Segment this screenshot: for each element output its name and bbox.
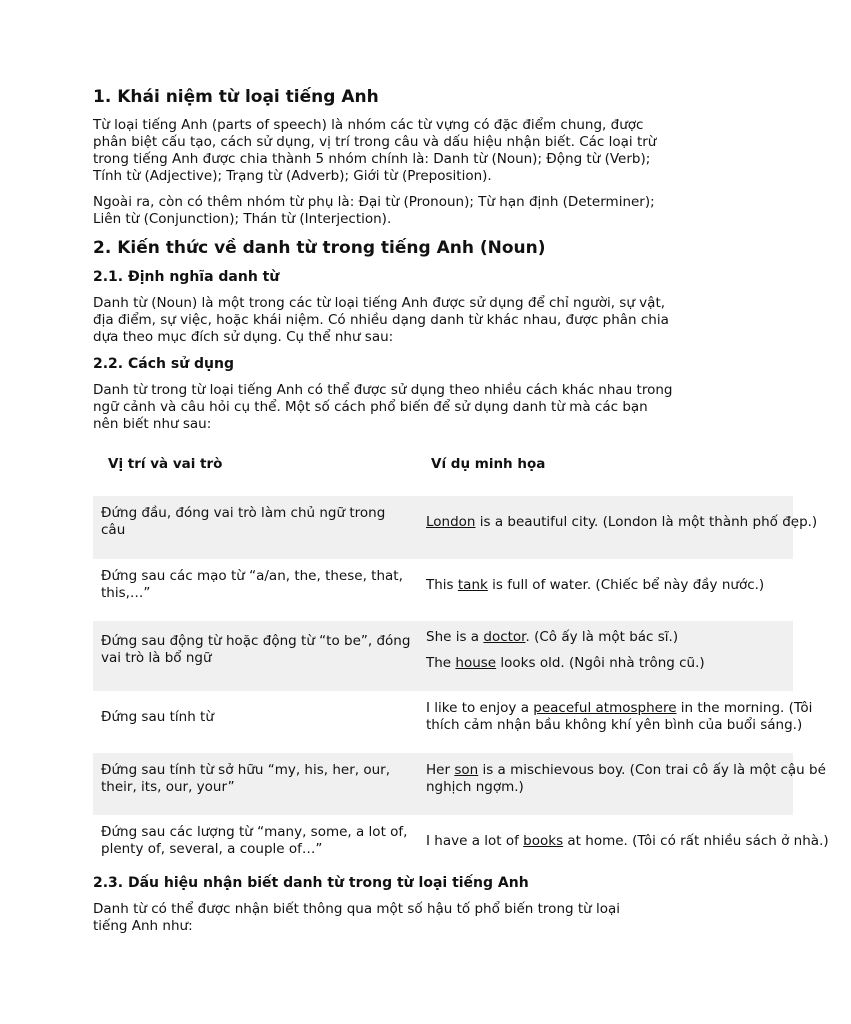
table-row: [93, 815, 829, 877]
sub2-heading: 2.2. Cách sử dụng: [93, 356, 235, 372]
table-row: [93, 621, 793, 691]
row-example: I like to enjoy a peaceful atmosphere in the morning. (Tôi thích cảm nhận bầu không khí yên bình của buổi sáng.): [426, 700, 813, 733]
table-row: [93, 691, 813, 753]
header-example: Ví dụ minh họa: [431, 456, 546, 472]
usage-table: [93, 442, 829, 862]
table-row: [93, 496, 818, 559]
row-position: Đứng sau động từ hoặc động từ “to be”, đóng vai trò là bổ ngữ: [101, 633, 411, 666]
section1-heading: 1. Khái niệm từ loại tiếng Anh: [93, 87, 379, 107]
row-example: She is a doctor. (Cô ấy là một bác sĩ.): [426, 629, 679, 645]
row-position: Đứng sau các lượng từ “many, some, a lot of, plenty of, several, a couple of…”: [101, 824, 408, 857]
row-example: Her son is a mischievous boy. (Con trai cô ấy là một cậu bé nghịch ngợm.): [426, 762, 826, 795]
sub2-para: Danh từ trong từ loại tiếng Anh có thể được sử dụng theo nhiều cách khác nhau trong ngữ cảnh và câu hỏi cụ thể. Một số cách phổ biến để sử dụng danh từ mà các bạn nên biết như sau:: [93, 382, 673, 432]
section1-para1: Từ loại tiếng Anh (parts of speech) là nhóm các từ vựng có đặc điểm chung, được phân biệt cấu tạo, cách sử dụng, vị trí trong câu và dấu hiệu nhận biết. Các loại trừ trong tiếng Anh được chia thành 5 nhóm chính là: Danh từ (Noun); Động từ (Verb); Tính từ (Adjective); Trạng từ (Adverb); Giới từ (Preposition).: [93, 117, 657, 184]
row-example: The house looks old. (Ngôi nhà trông cũ.): [426, 655, 705, 671]
row-position: Đứng đầu, đóng vai trò làm chủ ngữ trong câu: [101, 505, 386, 538]
row-position: Đứng sau tính từ sở hữu “my, his, her, our, their, its, our, your”: [101, 762, 391, 795]
table-row: [93, 559, 793, 621]
row-position: Đứng sau tính từ: [101, 709, 214, 725]
sub3-para: Danh từ có thể được nhận biết thông qua một số hậu tố phổ biến trong từ loại tiếng Anh như:: [93, 901, 621, 934]
row-example: London is a beautiful city. (London là một thành phố đẹp.): [426, 514, 818, 530]
sub1-heading: 2.1. Định nghĩa danh từ: [93, 269, 280, 285]
table-header-row: [93, 442, 793, 486]
row-example: I have a lot of books at home. (Tôi có rất nhiều sách ở nhà.): [426, 833, 829, 849]
section2-heading: 2. Kiến thức về danh từ trong tiếng Anh (Noun): [93, 238, 546, 258]
sub1-para: Danh từ (Noun) là một trong các từ loại tiếng Anh được sử dụng để chỉ người, sự vật, địa điểm, sự việc, hoặc khái niệm. Có nhiều dạng danh từ khác nhau, được phân chia dựa theo mục đích sử dụng. Cụ thể như sau:: [93, 295, 669, 345]
row-position: Đứng sau các mạo từ “a/an, the, these, that, this,…”: [101, 568, 403, 601]
row-example: This tank is full of water. (Chiếc bể này đầy nước.): [426, 577, 765, 593]
header-position: Vị trí và vai trò: [108, 456, 223, 472]
sub3-heading: 2.3. Dấu hiệu nhận biết danh từ trong từ loại tiếng Anh: [93, 875, 529, 891]
table-row: [93, 753, 826, 815]
section1-para2: Ngoài ra, còn có thêm nhóm từ phụ là: Đại từ (Pronoun); Từ hạn định (Determiner); Liên từ (Conjunction); Thán từ (Interjection).: [93, 194, 655, 227]
